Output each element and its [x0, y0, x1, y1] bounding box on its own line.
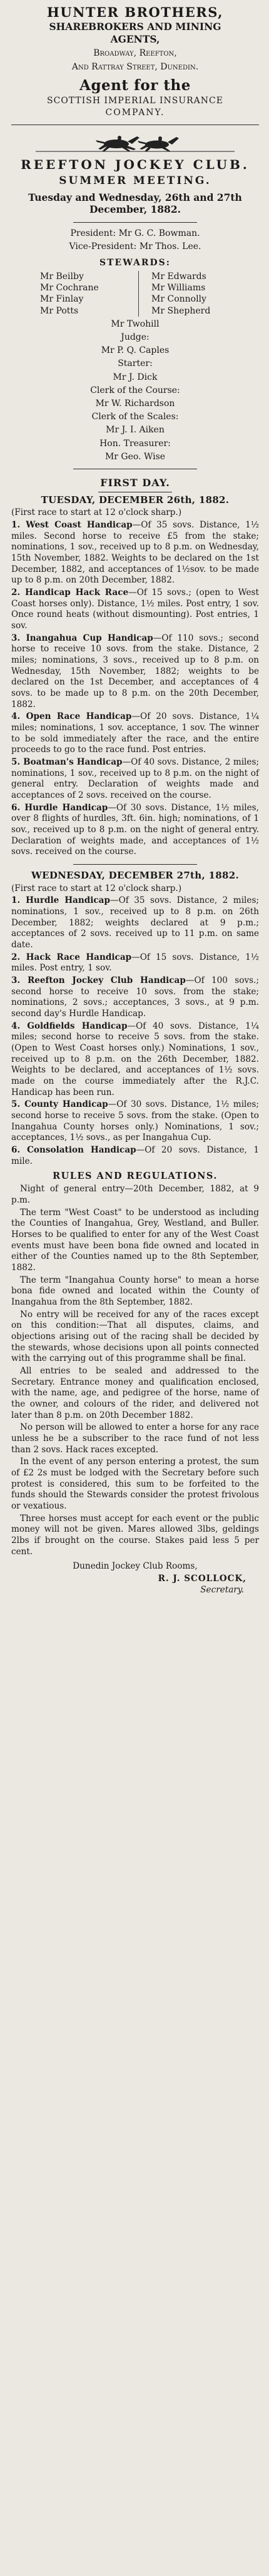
steward-name: Mr Finlay [40, 294, 84, 305]
divider [73, 864, 197, 865]
treasurer-name: Mr Geo. Wise [104, 451, 166, 462]
horse-race-vignette-svg [32, 130, 238, 155]
day2-date: WEDNESDAY, DECEMBER 27th, 1882. [31, 870, 240, 882]
race-conditions: —Of 40 sovs. Distance, 1¼ miles; second horse to receive 5 sovs. from the stake. (Open to West Coast horses only.) Nominations, 1 sov., received up to 8 p.m. on the 26th December, 1882. Weights to be declared, and acceptances of 1½ sovs. made on the course immediately after the R.J.C. Handicap has been run. [11, 1021, 259, 1097]
race-conditions: —Of 100 sovs.; second horse to receive 10 sovs. from the stake; nominations, 2 sovs.; acceptances, 3 sovs., at 9 p.m. second day's Hurdle Handicap. [11, 975, 260, 1019]
race-entry [11, 1021, 259, 1099]
rules-heading: RULES AND REGULATIONS. [53, 1171, 218, 1182]
day2-start-note: (First race to start at 12 o'clock sharp.) [11, 883, 182, 893]
race-title: 4. Goldfields Handicap [11, 1021, 128, 1031]
steward-name: Mr Edwards [138, 271, 235, 282]
judge-name: Mr P. Q. Caples [101, 345, 170, 356]
rule-paragraph: In the event of any person entering a protest, the sum of £2 2s must be lodged with the Secretary before such protest is considered, this sum to be forfeited to the funds should the Stewards consider the protest frivolous or vexatious. [11, 1457, 259, 1511]
race-entry [11, 757, 259, 802]
day1-start-note: (First race to start at 12 o'clock sharp.) [11, 507, 182, 518]
race-entry [11, 803, 259, 858]
race-title: 3. Reefton Jockey Club Handicap [11, 975, 186, 985]
race-conditions: —Of 15 sovs. Distance, 1½ miles. Post entry, 1 sov. [11, 952, 259, 974]
agent-company: SCOTTISH IMPERIAL INSURANCE [47, 96, 223, 106]
horse-race-vignette-icon [11, 130, 259, 155]
steward-last: Mr Twohill [111, 318, 160, 329]
race-conditions: —Of 20 sovs. Distance, 1 mile. [11, 1144, 259, 1166]
agent-heading: Agent for the [79, 77, 191, 94]
race-entry [11, 1145, 259, 1167]
race-title: 2. Handicap Hack Race [11, 587, 129, 598]
day1-heading: FIRST DAY. [100, 476, 170, 489]
agent-company-suffix: COMPANY. [105, 107, 165, 118]
race-title: 4. Open Race Handicap [11, 711, 132, 722]
race-title: 6. Hurdle Handicap [11, 802, 108, 813]
signature-location: Dunedin Jockey Club Rooms, [73, 1561, 198, 1572]
race-conditions: —Of 35 sovs. Distance, 2 miles; nominations, 1 sov., received up to 8 p.m. on 26th December, 1882; weights declared at 9 p.m.; acceptances of 2 sovs. received up to 11 p.m. on same date. [11, 895, 259, 950]
race-title: 5. Boatman's Handicap [11, 756, 123, 767]
race-entry [11, 633, 259, 711]
race-entry [11, 975, 259, 1020]
race-entry [11, 1099, 259, 1144]
day1-date: TUESDAY, DECEMBER 26th, 1882. [41, 494, 230, 506]
treasurer-label: Hon. Treasurer: [99, 438, 171, 449]
rule-paragraph: The term "Inangahua County horse" to mean a horse bona fide owned and located within the County of Inangahua from the 8th September, 1882. [11, 1275, 259, 1307]
vice-president: Vice-President: Mr Thos. Lee. [69, 241, 201, 252]
firm-business-line-2: AGENTS, [110, 33, 160, 45]
signature-role: Secretary. [200, 1584, 244, 1595]
starter-name: Mr J. Dick [113, 372, 158, 382]
starter-label: Starter: [118, 359, 153, 369]
day1-race-list [11, 520, 259, 858]
stewards-grid [11, 271, 259, 317]
steward-name: Mr Connolly [138, 293, 235, 305]
steward-name: Mr Williams [138, 282, 235, 293]
race-conditions: —Of 15 sovs.; (open to West Coast horses only). Distance, 1½ miles. Post entry, 1 sov. Once round heats (without dismounting). Post entries, 1 sov. [11, 587, 259, 631]
president: President: Mr G. C. Bowman. [70, 228, 200, 238]
race-entry [11, 895, 259, 950]
race-entry [11, 952, 259, 974]
firm-name: HUNTER BROTHERS, [47, 4, 223, 20]
rule-paragraph: All entries to be sealed and addressed to the Secretary. Entrance money and qualification enclosed, with the name, age, and pedigree of the horse, name of the owner, and colours of the rider, and delivered not later than 8 p.m. on 20th December 1882. [11, 1365, 259, 1420]
judge-label: Judge: [121, 332, 150, 343]
rule-paragraph: The term "West Coast" to be understood as including the Counties of Inangahua, Grey, Westland, and Buller. Horses to be qualified to enter for any of the West Coast events must have been bona fide owned and located in either of the Counties named up to the 8th September, 1882. [11, 1207, 259, 1273]
steward-name: Mr Cochrane [40, 283, 99, 293]
steward-name: Mr Beilby [40, 272, 84, 282]
steward-name: Mr Potts [40, 305, 79, 316]
rule-paragraph: No entry will be received for any of the races except on this condition:—That all disputes, claims, and objections arising out of the racing shall be decided by the stewards, whose decisions upon all points connected with the carrying out of this programme shall be final. [11, 1309, 259, 1364]
race-title: 5. County Handicap [11, 1099, 108, 1110]
race-entry [11, 588, 259, 632]
rule-paragraph: Night of general entry—20th December, 1882, at 9 p.m. [11, 1184, 259, 1205]
race-conditions: —Of 30 sovs. Distance, 1½ miles; second horse to receive 5 sovs. from the stake. (Open to Inangahua County horses only.) Nominations, 1 sov.; acceptances, 1½ sovs., as per Inangahua Cup. [11, 1099, 259, 1143]
race-conditions: —Of 20 sovs. Distance, 1¼ miles; nominations, 1 sov. acceptance, 1 sov. The winner to be sold immediately after the race, and the entire proceeds to go to the race fund. Post entries. [11, 711, 260, 755]
clerk-scales-label: Clerk of the Scales: [91, 412, 179, 422]
clerk-scales-name: Mr J. I. Aiken [106, 425, 165, 435]
firm-business-line: SHAREBROKERS AND MINING [49, 21, 221, 33]
signature-name: R. J. SCOLLOCK, [158, 1574, 246, 1584]
stewards-heading: STEWARDS: [99, 257, 171, 268]
rule-paragraph: Three horses must accept for each event or the public money will not be given. Mares allowed 3lbs, geldings 2lbs if brought on the course. Stakes paid less 5 per cent. [11, 1513, 259, 1557]
meeting-title: SUMMER MEETING. [59, 174, 211, 187]
rule-paragraph: No person will be allowed to enter a horse for any race unless he be a subscriber to the race fund of not less than 2 sovs. Hack races excepted. [11, 1422, 259, 1455]
rules-list [11, 1184, 259, 1557]
divider [73, 222, 197, 223]
club-title: REEFTON JOCKEY CLUB. [21, 156, 250, 172]
race-entry [11, 711, 259, 756]
hunter-brothers-ad [11, 4, 259, 118]
race-title: 1. Hurdle Handicap [11, 895, 110, 906]
meeting-dates: Tuesday and Wednesday, 26th and 27th December, 1882. [28, 191, 242, 216]
race-title: 3. Inangahua Cup Handicap [11, 633, 153, 643]
race-conditions: —Of 110 sovs.; second horse to receive 10 sovs. from the stake. Distance, 2 miles; nominations, 3 sovs., received up to 8 p.m. on Wednesday, 15th November, 1882; weights to be declared on the 1st December, and acceptances of 4 sovs. to be made up to 8 p.m. on the 20th December, 1882. [11, 633, 260, 710]
race-conditions: —Of 40 sovs. Distance, 2 miles; nominations, 1 sov., received up to 8 p.m. on the night of general entry. Declaration of weights made and acceptances of 2 sovs. received on the course. [11, 756, 260, 800]
day2-race-list [11, 895, 259, 1167]
race-conditions: —Of 30 sovs. Distance, 1½ miles, over 8 flights of hurdles, 3ft. 6in. high; nominations, of 1 sov., received up to 8 p.m. on the night of general entry. Declaration of weights made, and acceptances of 1½ sovs. received on the course. [11, 802, 259, 857]
firm-address-1: Broadway, Reefton, [93, 48, 177, 59]
clerk-course-name: Mr W. Richardson [95, 398, 175, 409]
firm-address-2: And Rattray Street, Dunedin. [71, 62, 199, 73]
race-title: 2. Hack Race Handicap [11, 952, 132, 962]
clerk-course-label: Clerk of the Course: [90, 385, 180, 395]
race-title: 1. West Coast Handicap [11, 519, 133, 530]
race-title: 6. Consolation Handicap [11, 1144, 136, 1155]
race-conditions: —Of 35 sovs. Distance, 1½ miles. Second horse to receive £5 from the stake; nominations, 1 sov., received up to 8 p.m. on Wednesday, 15th November, 1882. Weights to be declared on the 1st December, 1882, and acceptances of 1½sov. to be made up to 8 p.m. on 20th December, 1882. [11, 519, 259, 586]
race-entry [11, 520, 259, 586]
steward-name: Mr Shepherd [138, 305, 235, 317]
